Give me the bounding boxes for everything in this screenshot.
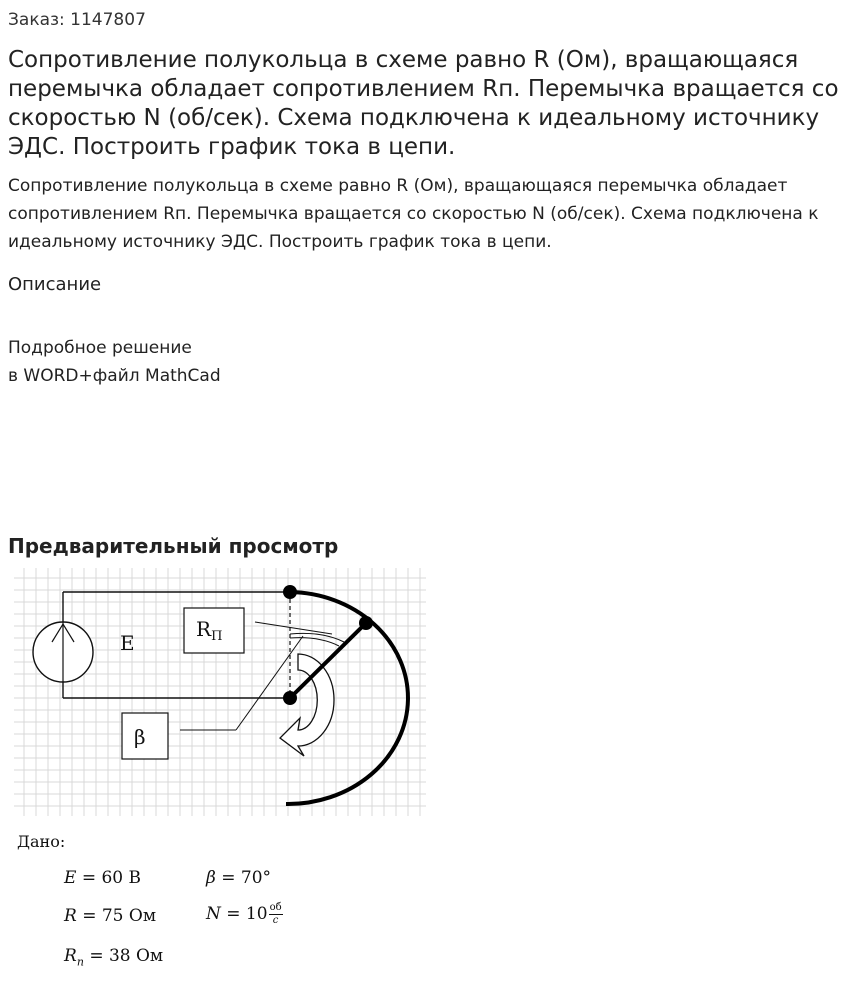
circuit-wires [63, 592, 290, 698]
page-title: Сопротивление полукольца в схеме равно R (Ом), вращающаяся перемычка обладает сопротивлением Rп. Перемычка вращается со скоростью N (об/сек). Схема подключена к идеальному источнику ЭДС. Построить график тока в цепи. [8, 47, 839, 160]
task-description: Сопротивление полукольца в схеме равно R (Ом), вращающаяся перемычка обладает сопротивлением Rп. Перемычка вращается со скоростью N (об/сек). Схема подключена к идеальному источнику ЭДС. Построить график тока в цепи. [8, 176, 819, 252]
given-ring-resistance: R = 75 Ом [64, 906, 157, 926]
given-jumper-resistance: $R_п = 38$ Ом [64, 946, 164, 969]
preview-heading: Предварительный просмотр [8, 534, 339, 558]
resistor-label-box [184, 608, 244, 653]
section-heading-description: Описание [8, 274, 102, 295]
resistor-label: R [196, 617, 212, 641]
given-angle: β = 70° [206, 868, 272, 888]
given-emf: E = 60 В [64, 868, 142, 888]
given-header: Дано: [17, 832, 66, 851]
given-rotation-speed: N = 10 $\frac{об}{c}$ [206, 902, 282, 926]
node-top [283, 585, 297, 599]
circuit-diagram [14, 568, 426, 816]
resistor-subscript: П [211, 629, 223, 644]
details-line-2: в WORD+файл MathCad [8, 366, 221, 386]
solution-details [8, 334, 221, 390]
angle-label: β [134, 725, 146, 749]
emf-label: E [120, 631, 135, 655]
resistor-leader-line [255, 622, 332, 634]
order-number: Заказ: 1147807 [8, 10, 146, 30]
given-values [0, 822, 420, 981]
emf-source-symbol [33, 622, 93, 682]
node-contact [359, 616, 373, 630]
details-line-1: Подробное решение [8, 338, 192, 358]
angle-label-box [122, 713, 168, 759]
node-center [283, 691, 297, 705]
